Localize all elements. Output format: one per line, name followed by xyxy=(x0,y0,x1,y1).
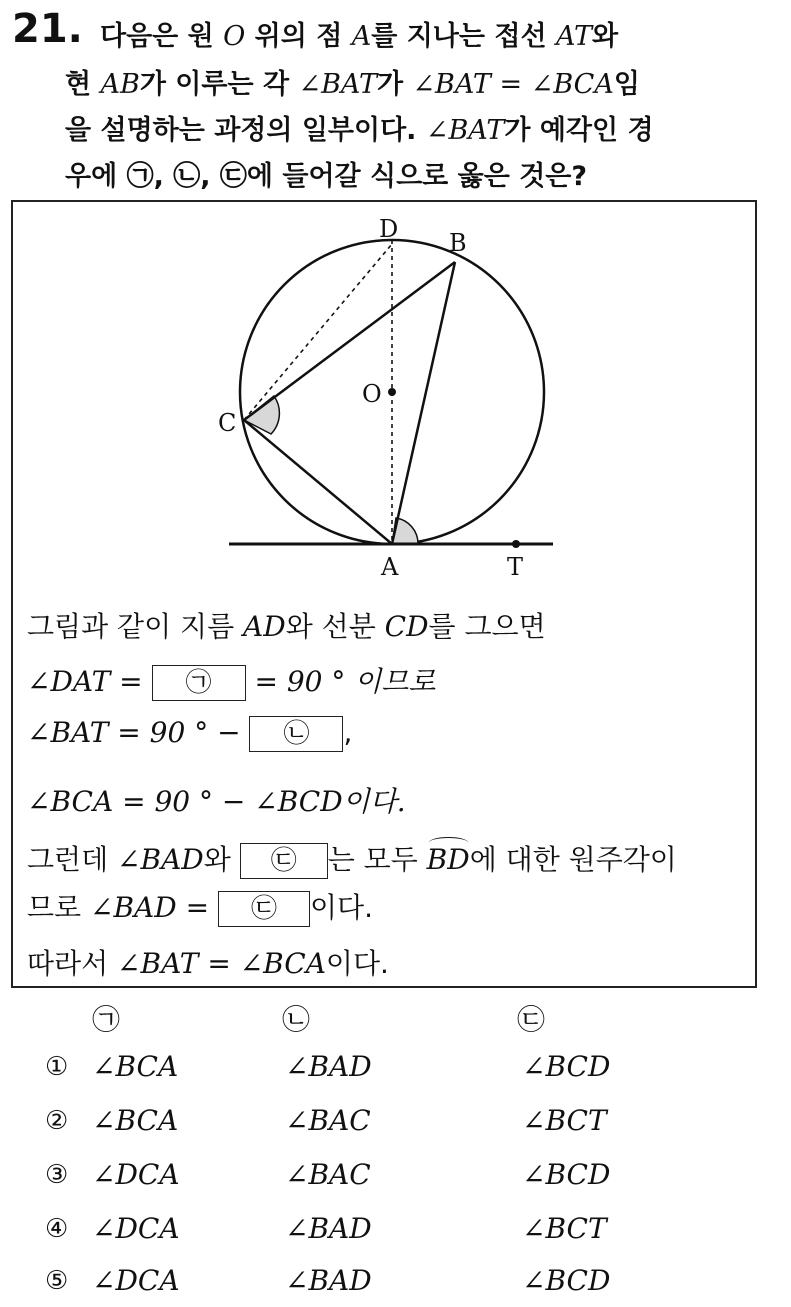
solution-line-1: 그림과 같이 지름 AD와 선분 CD를 그으면 xyxy=(27,610,546,643)
question-line-2: 현 AB가 이루는 각 ∠BAT가 ∠BAT = ∠BCA임 xyxy=(65,69,640,100)
label-c: C xyxy=(218,409,237,437)
choice-3-a: ∠DCA xyxy=(92,1158,180,1191)
solution-line-3: ∠BAT = 90 ° − ㉡ , xyxy=(27,716,352,752)
header-col-2: ㉡ xyxy=(282,1003,311,1036)
circle-figure xyxy=(13,202,755,592)
choice-2-b: ∠BAC xyxy=(285,1104,371,1137)
blank-slot-3: ㉢ xyxy=(240,843,328,879)
choice-5-number: ⑤ xyxy=(45,1266,69,1296)
choice-4-number: ④ xyxy=(45,1214,69,1244)
choice-5-c: ∠BCD xyxy=(522,1264,611,1297)
choice-1-number: ① xyxy=(45,1052,69,1082)
label-b: B xyxy=(449,229,467,257)
label-t: T xyxy=(507,553,524,581)
question-line-4: 우에 ㉠, ㉡, ㉢에 들어갈 식으로 옳은 것은? xyxy=(65,161,588,192)
solution-line-5: 그런데 ∠BAD와 ㉢ 는 모두 BD에 대한 원주각이 xyxy=(27,838,677,879)
label-o: O xyxy=(362,380,382,408)
center-point-o xyxy=(388,388,396,396)
blank-slot-4: ㉢ xyxy=(218,891,310,927)
choice-2-number: ② xyxy=(45,1106,69,1136)
choice-5-a: ∠DCA xyxy=(92,1264,180,1297)
choice-1-a: ∠BCA xyxy=(92,1050,179,1083)
header-col-1: ㉠ xyxy=(92,1003,121,1036)
choice-2-a: ∠BCA xyxy=(92,1104,179,1137)
blank-slot-2: ㉡ xyxy=(249,716,343,752)
solution-line-4: ∠BCA = 90 ° − ∠BCD이다. xyxy=(27,785,406,818)
blank-slot-1: ㉠ xyxy=(152,665,246,701)
point-t xyxy=(512,540,520,548)
arc-bd: BD xyxy=(426,843,470,876)
label-a: A xyxy=(381,553,399,581)
choice-3-number: ③ xyxy=(45,1160,69,1190)
solution-line-6: 므로 ∠BAD = ㉢ 이다. xyxy=(27,886,373,927)
choice-4-b: ∠BAD xyxy=(285,1212,372,1245)
question-line-3: 을 설명하는 과정의 일부이다. ∠BAT가 예각인 경 xyxy=(65,115,654,146)
choice-2-c: ∠BCT xyxy=(522,1104,607,1137)
segment-ab xyxy=(392,262,455,544)
explanation-box xyxy=(11,200,757,988)
segment-cb xyxy=(244,262,455,420)
solution-line-7: 따라서 ∠BAT = ∠BCA이다. xyxy=(27,947,389,980)
choice-5-b: ∠BAD xyxy=(285,1264,372,1297)
label-d: D xyxy=(379,215,399,243)
question-line-1: 다음은 원 O 위의 점 A를 지나는 접선 AT와 xyxy=(100,21,619,52)
choice-1-c: ∠BCD xyxy=(522,1050,611,1083)
choice-3-c: ∠BCD xyxy=(522,1158,611,1191)
solution-line-2: ∠DAT = ㉠ = 90 ° 이므로 xyxy=(27,660,435,701)
choice-3-b: ∠BAC xyxy=(285,1158,371,1191)
choice-4-c: ∠BCT xyxy=(522,1212,607,1245)
question-number: 21. xyxy=(12,6,83,52)
choice-4-a: ∠DCA xyxy=(92,1212,180,1245)
header-col-3: ㉢ xyxy=(517,1003,546,1036)
choice-1-b: ∠BAD xyxy=(285,1050,372,1083)
